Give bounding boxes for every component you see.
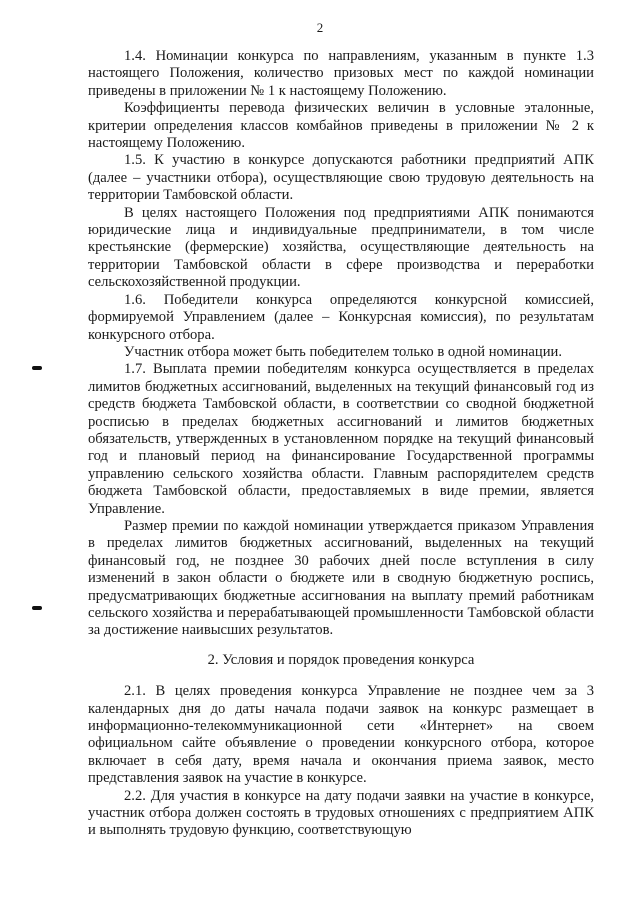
document-body <box>88 48 594 840</box>
paragraph-2-1: 2.1. В целях проведения конкурса Управление не позднее чем за 3 календарных дня до даты начала подачи заявок на конкурс размещает в информационно-телекоммуникационной сети «Интернет» на своем официальном сайте объявление о проведении конкурсного отбора, которое включает в себя дату, время начала и окончания приема заявок, место представления заявок на участие в конкурсе. <box>88 683 594 787</box>
paragraph-2-2: 2.2. Для участия в конкурсе на дату подачи заявки на участие в конкурсе, участник отбора должен состоять в трудовых отношениях с предприятием АПК и выполнять трудовую функцию, соответствующую <box>88 787 594 839</box>
paragraph-1-4: 1.4. Номинации конкурса по направлениям, указанным в пункте 1.3 настоящего Положения, количество призовых мест по каждой номинации приведены в приложении № 1 к настоящему Положению. <box>88 48 594 99</box>
paragraph-one-nomination: Участник отбора может быть победителем только в одной номинации. <box>124 343 562 360</box>
paragraph-1-6: 1.6. Победители конкурса определяются конкурсной комиссией, формируемой Управлением (далее – Конкурсная комиссия), по результатам конкурсного отбора. <box>88 291 594 343</box>
margin-mark-lower <box>32 606 42 610</box>
section-heading: 2. Условия и порядок проведения конкурса <box>207 651 475 668</box>
page-number: 2 <box>316 20 324 35</box>
paragraph-1-5: 1.5. К участию в конкурсе допускаются работники предприятий АПК (далее – участники отбора), осуществляющие свою трудовую деятельность на территории Тамбовской области. <box>88 152 594 204</box>
paragraph-1-7: 1.7. Выплата премии победителям конкурса осуществляется в пределах лимитов бюджетных ассигнований, выделенных на текущий финансовый год из средств бюджета Тамбовской области, в соответствии со сводной бюджетной росписью в пределах бюджетных ассигнований и лимитов бюджетных обязательств, утвержденных в установленном порядке на текущий финансовый год и плановый период на финансирование Государственной программы управлению сельского хозяйства области. Главным распорядителем средств бюджета Тамбовской области, предоставляемых в виде премии, является Управление. <box>88 361 594 517</box>
margin-mark-upper <box>32 366 42 370</box>
paragraph-premium-size: Размер премии по каждой номинации утверждается приказом Управления в пределах лимитов бюджетных ассигнований, выделенных на текущий финансовый год, не позднее 30 рабочих дней после вступления в силу изменений в закон области о бюджете или в сводную бюджетную роспись, предусматривающих бюджетные ассигнования на выплату премий работникам сельского хозяйства и перерабатывающей промышленности Тамбовской области за достижение наивысших результатов. <box>88 517 594 639</box>
paragraph-coefficients: Коэффициенты перевода физических величин в условные эталонные, критерии определения классов комбайнов приведены в приложении № 2 к настоящему Положению. <box>88 100 594 152</box>
paragraph-apk-definition: В целях настоящего Положения под предприятиями АПК понимаются юридические лица и индивидуальные предприниматели, в том числе крестьянские (фермерские) хозяйства, осуществляющие деятельность на территории Тамбовской области в сфере производства и переработки сельскохозяйственной продукции. <box>88 204 594 291</box>
